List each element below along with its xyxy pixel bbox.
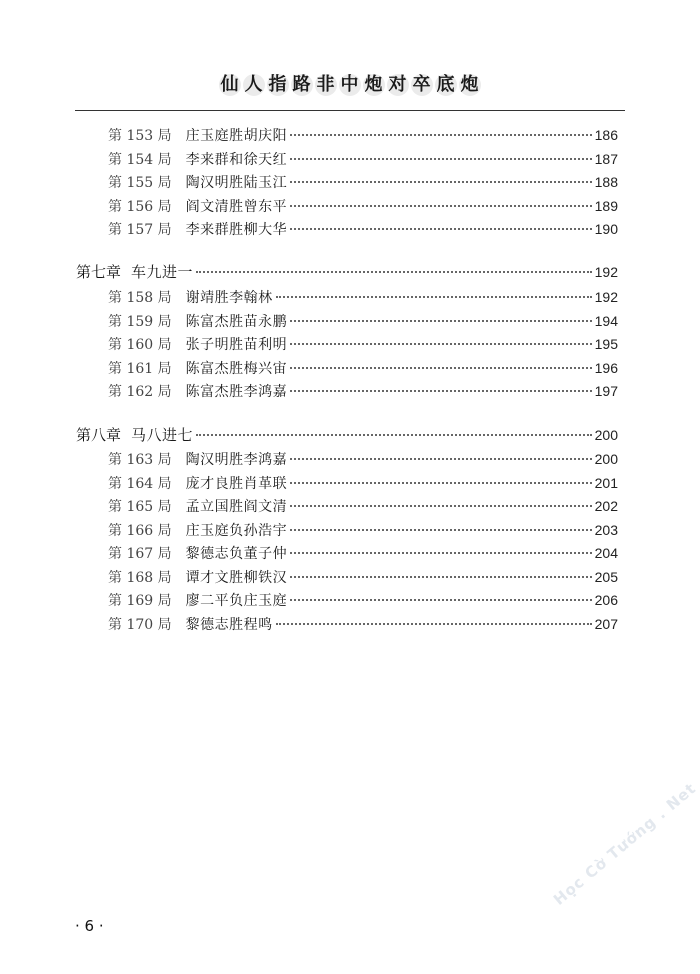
- leader-dots: [290, 343, 592, 345]
- page-ref: 197: [594, 383, 618, 399]
- chapter-title: 车九进一: [131, 263, 194, 281]
- leader-dots: [290, 367, 592, 369]
- game-number: 第 163 局: [108, 452, 172, 468]
- game-number: 第 156 局: [108, 198, 172, 215]
- header-title-char: 非: [316, 74, 336, 95]
- game-title: 庞才良胜肖革联: [185, 475, 288, 492]
- toc-entry-row[interactable]: [108, 472, 618, 494]
- toc-entry-row[interactable]: [108, 148, 618, 170]
- page-ref: 194: [594, 312, 618, 329]
- leader-dots: [290, 228, 592, 230]
- leader-dots: [276, 623, 592, 625]
- game-number: 第 159 局: [108, 313, 172, 330]
- game-number: 第 154 局: [108, 151, 172, 168]
- chapter-title: 马八进七: [131, 426, 194, 444]
- leader-dots: [290, 529, 592, 531]
- leader-dots: [290, 320, 592, 322]
- page-ref: 200: [594, 451, 618, 467]
- game-title: 李来群胜柳大华: [185, 222, 288, 238]
- game-number: 第 164 局: [108, 475, 172, 492]
- chapter-number: 第八章: [76, 426, 122, 444]
- toc-entry-row[interactable]: [108, 195, 618, 217]
- game-number: 第 168 局: [108, 569, 172, 586]
- page-ref: 196: [594, 359, 618, 376]
- toc-entry-row[interactable]: [108, 519, 618, 541]
- game-number: 第 169 局: [108, 593, 172, 609]
- game-title: 庄玉庭胜胡庆阳: [185, 128, 288, 144]
- game-title: 陈富杰胜李鸿嘉: [185, 384, 288, 400]
- toc-entry-row[interactable]: [108, 357, 618, 379]
- toc-chapter-row[interactable]: [76, 261, 618, 283]
- game-number: 第 158 局: [108, 290, 172, 306]
- header-title-char: 底: [436, 74, 456, 95]
- toc-entry-row[interactable]: [108, 566, 618, 588]
- page-ref: 205: [594, 568, 618, 585]
- leader-dots: [196, 271, 592, 273]
- watermark: Học Cờ Tướng . Net: [550, 779, 700, 909]
- game-title: 黎德志胜程鸣: [185, 616, 273, 633]
- leader-dots: [290, 505, 592, 507]
- game-title: 黎德志负董子仲: [185, 546, 288, 562]
- page-ref: 188: [594, 174, 618, 190]
- game-number: 第 162 局: [108, 384, 172, 400]
- leader-dots: [196, 434, 592, 436]
- toc-entry-row[interactable]: [108, 286, 618, 308]
- leader-dots: [276, 296, 592, 298]
- header-title-char: 路: [292, 74, 312, 95]
- game-title: 谭才文胜柳铁汉: [185, 569, 288, 586]
- page-number: · 6 ·: [75, 917, 104, 935]
- header-title-char: 人: [244, 74, 264, 95]
- header-title-char: 仙: [220, 74, 240, 95]
- game-title: 庄玉庭负孙浩宇: [185, 522, 288, 539]
- header-title-char: 卒: [412, 74, 432, 95]
- leader-dots: [290, 205, 592, 207]
- toc-entry-row[interactable]: [108, 495, 618, 517]
- game-number: 第 155 局: [108, 175, 172, 191]
- page-ref: 202: [594, 498, 618, 514]
- toc-entry-row[interactable]: [108, 380, 618, 402]
- game-number: 第 167 局: [108, 546, 172, 562]
- leader-dots: [290, 599, 592, 601]
- game-title: 陈富杰胜梅兴宙: [185, 360, 288, 377]
- page-ref: 203: [594, 521, 618, 538]
- toc-entry-row[interactable]: [108, 613, 618, 635]
- page-ref: 192: [594, 289, 618, 305]
- game-title: 孟立国胜阎文清: [185, 499, 288, 515]
- toc-entry-row[interactable]: [108, 448, 618, 470]
- page-ref: 189: [594, 197, 618, 214]
- page-ref: 206: [594, 592, 618, 608]
- page-ref: 200: [594, 427, 618, 443]
- toc-entry-row[interactable]: [108, 333, 618, 355]
- header-title-char: 炮: [364, 74, 384, 95]
- page-ref: 201: [594, 474, 618, 491]
- leader-dots: [290, 134, 592, 136]
- game-title: 张子明胜苗利明: [185, 337, 288, 353]
- game-title: 陶汉明胜陆玉江: [185, 175, 288, 191]
- game-number: 第 170 局: [108, 616, 172, 633]
- page-ref: 204: [594, 545, 618, 561]
- leader-dots: [290, 552, 592, 554]
- header-title-char: 中: [340, 74, 360, 95]
- toc-entry-row[interactable]: [108, 124, 618, 146]
- game-title: 陈富杰胜苗永鹏: [185, 313, 288, 330]
- leader-dots: [290, 482, 592, 484]
- game-title: 李来群和徐天红: [185, 151, 288, 168]
- toc-entry-row[interactable]: [108, 171, 618, 193]
- game-number: 第 165 局: [108, 499, 172, 515]
- toc-entry-row[interactable]: [108, 542, 618, 564]
- game-title: 陶汉明胜李鸿嘉: [185, 452, 288, 468]
- page-ref: 190: [594, 221, 618, 237]
- page-ref: 207: [594, 615, 618, 632]
- toc-entry-row[interactable]: [108, 589, 618, 611]
- leader-dots: [290, 576, 592, 578]
- game-number: 第 153 局: [108, 128, 172, 144]
- page-ref: 186: [594, 127, 618, 143]
- leader-dots: [290, 458, 592, 460]
- game-number: 第 161 局: [108, 360, 172, 377]
- game-title: 阎文清胜曾东平: [185, 198, 288, 215]
- game-number: 第 160 局: [108, 337, 172, 353]
- page-ref: 195: [594, 336, 618, 352]
- chapter-number: 第七章: [76, 263, 122, 281]
- header-title-char: 对: [388, 74, 408, 95]
- header-title-char: 炮: [460, 74, 480, 95]
- leader-dots: [290, 390, 592, 392]
- game-number: 第 166 局: [108, 522, 172, 539]
- page-ref: 187: [594, 150, 618, 167]
- leader-dots: [290, 158, 592, 160]
- leader-dots: [290, 181, 592, 183]
- toc-entry-row[interactable]: [108, 218, 618, 240]
- game-title: 谢靖胜李翰林: [185, 290, 273, 306]
- toc-entry-row[interactable]: [108, 310, 618, 332]
- page-ref: 192: [594, 264, 618, 280]
- game-number: 第 157 局: [108, 222, 172, 238]
- game-title: 廖二平负庄玉庭: [185, 593, 288, 609]
- header-title-char: 指: [268, 74, 288, 95]
- toc-chapter-row[interactable]: [76, 424, 618, 446]
